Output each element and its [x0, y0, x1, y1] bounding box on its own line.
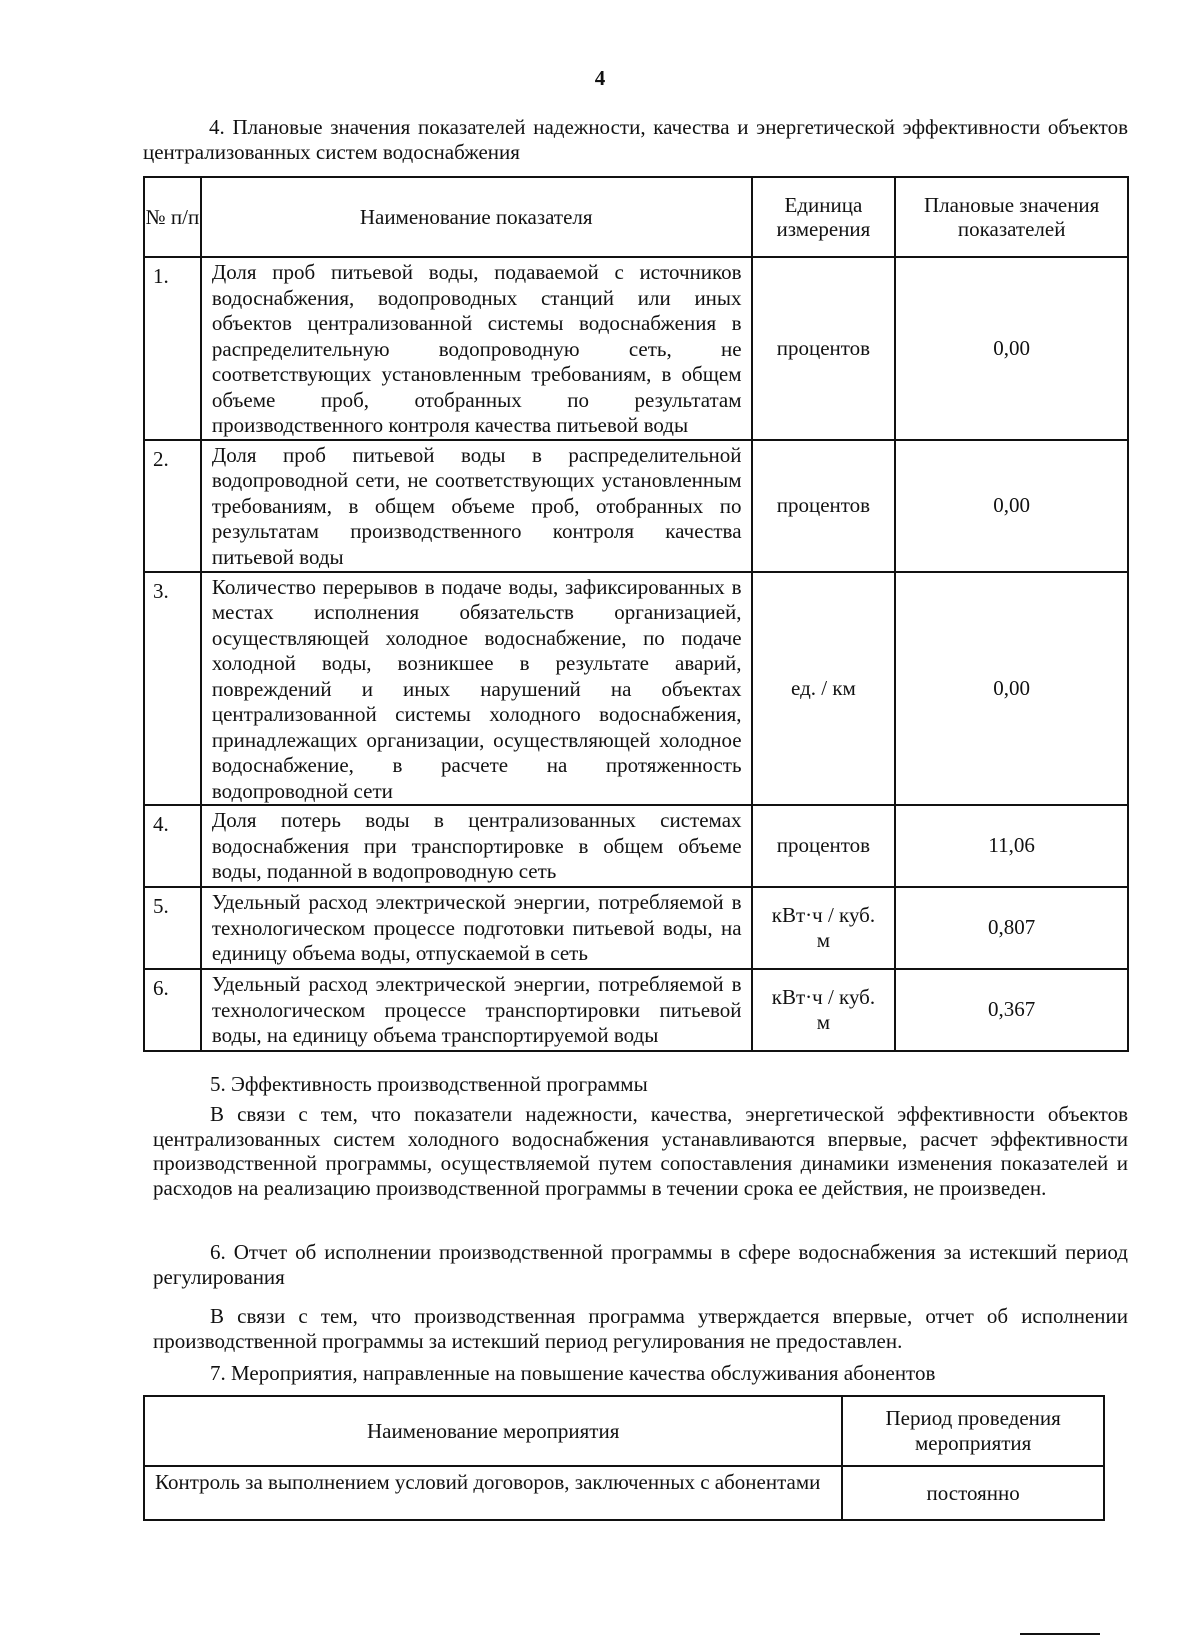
header-name: Наименование показателя [201, 177, 752, 257]
row-num: 5. [144, 887, 201, 969]
header-measure-name: Наименование мероприятия [144, 1396, 842, 1466]
row-unit: процентов [752, 257, 896, 440]
table-header-row [144, 177, 1128, 257]
table-row [144, 440, 1128, 572]
table-row [144, 805, 1128, 887]
row-num: 2. [144, 440, 201, 572]
page-number: 4 [594, 66, 606, 90]
row-name: Доля потерь воды в централизованных системах водоснабжения при транспортировке в общем объеме воды, поданной в водопроводную сеть [201, 805, 752, 887]
header-num: № п/п [144, 177, 201, 257]
row-value: 0,00 [895, 572, 1128, 806]
row-name: Удельный расход электрической энергии, потребляемой в технологическом процессе подготовки питьевой воды, на единицу объема воды, отпускаемой в сеть [201, 887, 752, 969]
row-value: 11,06 [895, 805, 1128, 887]
header-unit: Единица измерения [752, 177, 896, 257]
row-num: 4. [144, 805, 201, 887]
table-row [144, 887, 1128, 969]
table-row [144, 969, 1128, 1051]
row-num: 6. [144, 969, 201, 1051]
row-value: 0,367 [895, 969, 1128, 1051]
row-name: Доля проб питьевой воды, подаваемой с источников водоснабжения, водопроводных станций или иных объектов централизованной системы водоснабжения в распределительную водопроводную сеть, не соответствующих установленным требованиям, в общем объеме проб, отобранных по результатам производственного контроля качества питьевой воды [201, 257, 752, 440]
section5-heading: 5. Эффективность производственной программы [210, 1072, 648, 1096]
section6-heading: 6. Отчет об исполнении производственной программы в сфере водоснабжения за истекший период регулирования [153, 1240, 1128, 1289]
section6-text: В связи с тем, что производственная программа утверждается впервые, отчет об исполнении производственной программы за истекший период регулирования не предоставлен. [153, 1304, 1128, 1353]
row-name: Количество перерывов в подаче воды, зафиксированных в местах исполнения обязательств организацией, осуществляющей холодное водоснабжение, по подаче холодной воды, возникшее в результате аварий, повреждений и иных нарушений на объектах централизованной системы холодного водоснабжения, принадлежащих организации, осуществляющей холодное водоснабжение, в расчете на протяженность водопроводной сети [201, 572, 752, 806]
header-measure-period: Период проведения мероприятия [842, 1396, 1104, 1466]
row-unit: процентов [752, 440, 896, 572]
header-value: Плановые значения показателей [895, 177, 1128, 257]
row-unit: кВт·ч / куб. м [752, 969, 896, 1051]
section4-heading: 4. Плановые значения показателей надежности, качества и энергетической эффективности объектов централизованных систем водоснабжения [143, 115, 1128, 164]
row-value: 0,00 [895, 440, 1128, 572]
measures-table [143, 1395, 1105, 1521]
table-header-row [144, 1396, 1104, 1466]
table-row [144, 572, 1128, 806]
row-unit: процентов [752, 805, 896, 887]
table-row [144, 1466, 1104, 1520]
section7-heading: 7. Мероприятия, направленные на повышение качества обслуживания абонентов [210, 1361, 936, 1385]
row-unit: ед. / км [752, 572, 896, 806]
row-name: Доля проб питьевой воды в распределительной водопроводной сети, не соответствующих установленным требованиям, в общем объеме проб, отобранных по результатам производственного контроля качества питьевой воды [201, 440, 752, 572]
table-row [144, 257, 1128, 440]
row-num: 3. [144, 572, 201, 806]
row-value: 0,807 [895, 887, 1128, 969]
row-name: Удельный расход электрической энергии, потребляемой в технологическом процессе транспортировки питьевой воды, на единицу объема транспортируемой воды [201, 969, 752, 1051]
measure-name: Контроль за выполнением условий договоров, заключенных с абонентами [144, 1466, 842, 1520]
indicators-table [143, 176, 1129, 1052]
measure-period: постоянно [842, 1466, 1104, 1520]
row-num: 1. [144, 257, 201, 440]
row-value: 0,00 [895, 257, 1128, 440]
row-unit: кВт·ч / куб. м [752, 887, 896, 969]
section5-text: В связи с тем, что показатели надежности, качества, энергетической эффективности объектов централизованных систем холодного водоснабжения устанавливаются впервые, расчет эффективности производственной программы, осуществляемой путем сопоставления динамики изменения показателей и расходов на реализацию производственной программы в течении срока ее действия, не произведен. [153, 1102, 1128, 1200]
footer-rule [1020, 1633, 1100, 1635]
